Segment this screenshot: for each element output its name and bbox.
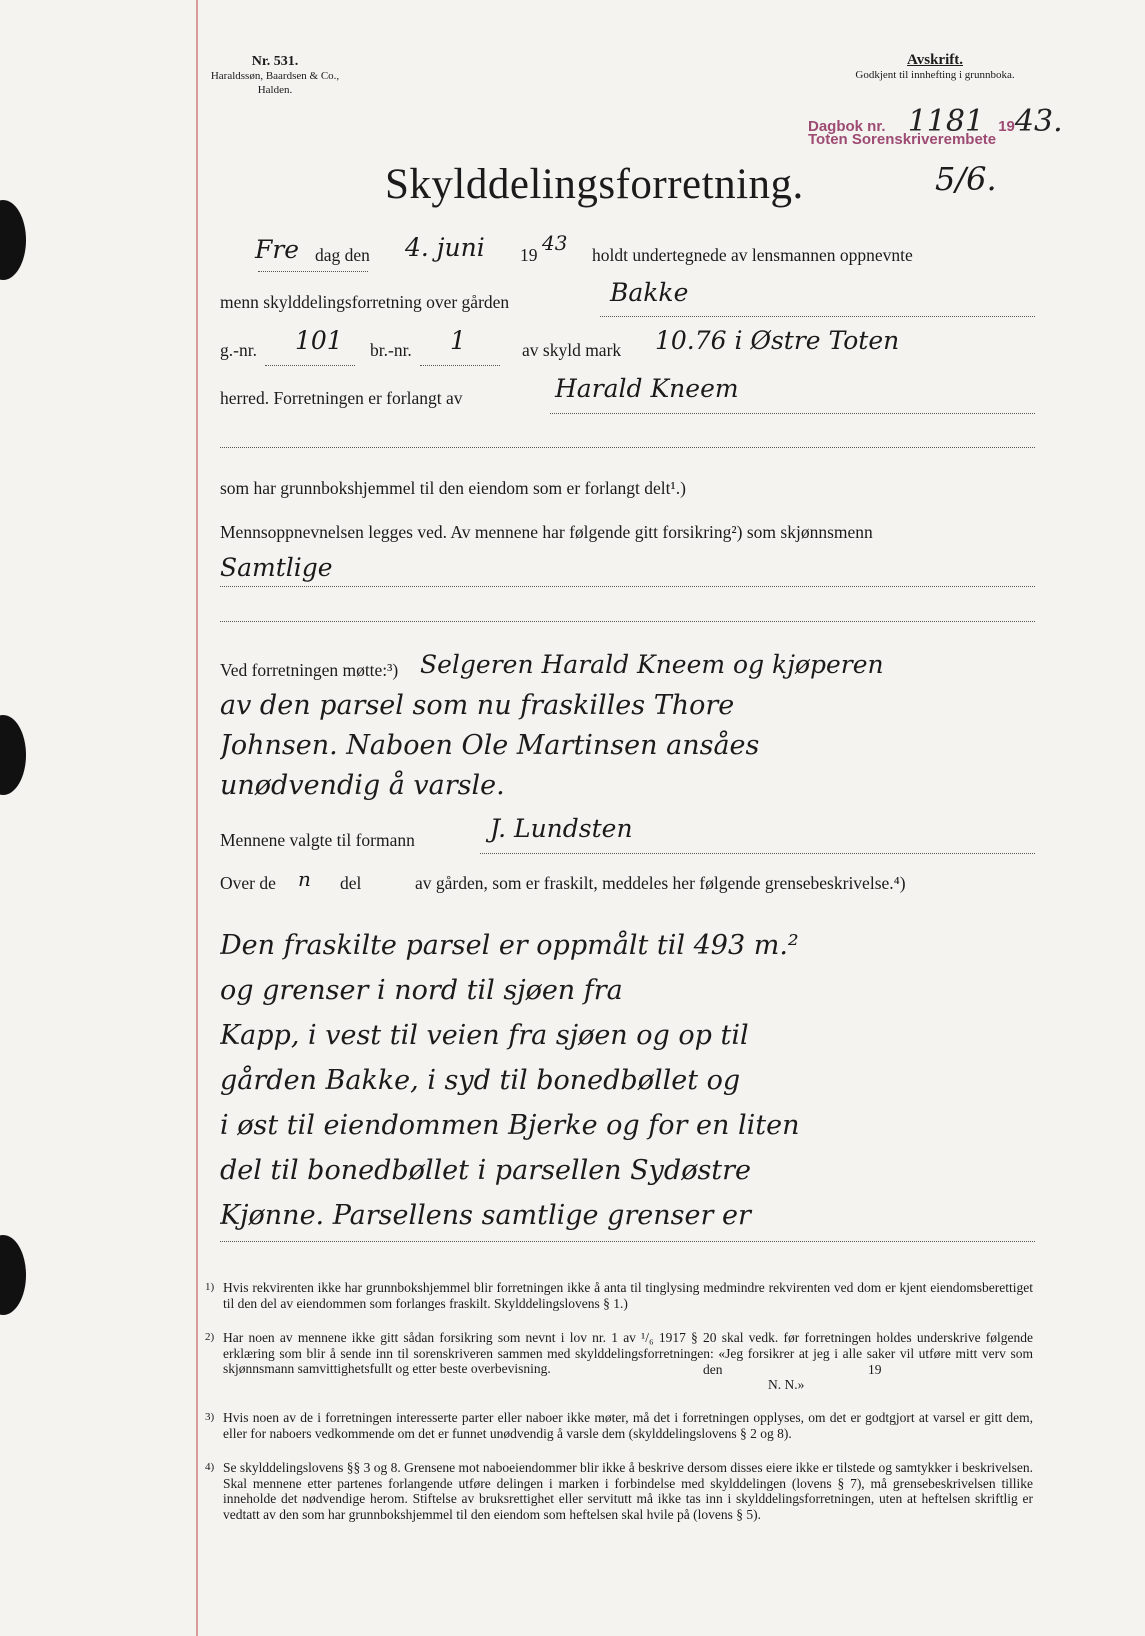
footnote-4-text: Se skylddelingslovens §§ 3 og 8. Grensene mot naboeiendommer blir ikke å beskrive dersom disses eiere ikke er tilstede og samtykker i beskrivelsen. Skal mennene etter partenes forlangende utføre delingen i marken i forbindelse med skylddelingen (lovens § 7), må grensebeskrivelsen tillike inneholde det nødvendige herom. Stiftelse av bruksrettighet eller servitutt må ikke tas inn i skylddelingsforretningen, uten at heftelsen skriftlig er vedtatt av den som har grunnbokshjemmel til den eiendom som heftelsen skal hvile på (lovens § 5).: [223, 1460, 1033, 1522]
journal-year: 43.: [1014, 104, 1063, 139]
bnr-handwritten: 1: [450, 326, 466, 355]
footnote-2-signature: N. N.»: [768, 1376, 805, 1392]
del-label: del: [340, 873, 362, 893]
bnr-label: br.-nr.: [370, 340, 412, 360]
year-prefix: 19: [520, 245, 538, 265]
assessors-handwritten: Samtlige: [220, 553, 333, 582]
footnote-2-year: 19: [868, 1361, 882, 1377]
document-title: Skylddelingsforretning.: [385, 161, 804, 208]
description-line-3: Kapp, i vest til veien fra sjøen og op til: [220, 1020, 749, 1051]
weekday-handwritten: Fre: [255, 235, 300, 264]
dag-label: dag den: [315, 245, 370, 265]
journal-stamp: [808, 104, 1063, 149]
year-handwritten: 43: [542, 231, 568, 255]
margin-rule: [196, 0, 198, 1636]
attendees-handwritten: Selgeren Harald Kneem og kjøperen: [420, 650, 884, 679]
footnote-4: [205, 1460, 1033, 1522]
skyld-label: av skyld mark: [522, 340, 622, 360]
footnote-3-text: Hvis noen av de i forretningen interesserte parter eller naboer ikke møter, må det i forretningen opplyses, om det er godtgjort at varsel er gitt dem, eller for naboers vedkommende om det er funnet unødvendig å varsle dem (skylddelingslovens § 2 og 8).: [223, 1410, 1033, 1441]
printer-line-1: Haraldssøn, Baardsen & Co.,: [210, 70, 340, 82]
journal-number: 1181: [907, 104, 985, 139]
stamp-year-prefix: 19: [998, 118, 1015, 135]
footnote-2-den: den: [703, 1361, 723, 1377]
line1-text: holdt undertegnede av lensmannen oppnevnte: [592, 245, 913, 265]
footnote-2: [205, 1330, 1033, 1392]
description-line-1: Den fraskilte parsel er oppmålt til 493 m.²: [220, 930, 799, 961]
form-line-6: Mennsoppnevnelsen legges ved. Av mennene har følgende gitt forsikring²) som skjønnsmenn: [220, 522, 873, 542]
printer-header: [200, 55, 350, 97]
stamp-label: Dagbok nr.: [808, 118, 886, 135]
description-line-5: i øst til eiendommen Bjerke og for en liten: [220, 1110, 800, 1141]
hw-line-11: unødvendig å varsle.: [220, 770, 505, 801]
hw-line-10: Johnsen. Naboen Ole Martinsen ansåes: [220, 730, 760, 761]
boundary-intro: av gården, som er fraskilt, meddeles her følgende grensebeskrivelse.⁴): [415, 873, 906, 893]
footnote-3: [205, 1410, 1033, 1441]
copy-subtitle: Godkjent til innhefting i grunnboka.: [855, 69, 1015, 81]
description-line-4: gården Bakke, i syd til bonedbøllet og: [220, 1065, 741, 1096]
footnote-4-marker: 4): [205, 1461, 215, 1473]
footnote-2-marker: 2): [205, 1331, 215, 1343]
date-handwritten: 4. juni: [405, 233, 485, 262]
over-de-label: Over de: [220, 873, 276, 893]
punch-hole-3: [0, 1235, 26, 1315]
punch-hole-1: [0, 200, 26, 280]
chairman-label: Mennene valgte til formann: [220, 830, 415, 850]
line4-text: herred. Forretningen er forlangt av: [220, 388, 463, 408]
printer-line-2: Halden.: [257, 84, 293, 96]
footnote-1-text: Hvis rekvirenten ikke har grunnbokshjemmel blir forretningen ikke å anta til tinglysing medmindre rekvirenten ved dom er kjent eiendomsberettiget til den del av eiendommen som forlanges fraskilt. Skylddelingslovens § 1.): [223, 1280, 1033, 1311]
line2-text: menn skylddelingsforretning over gården: [220, 292, 510, 312]
hw-line-9: av den parsel som nu fraskilles Thore: [220, 690, 735, 721]
requester-handwritten: Harald Kneem: [555, 374, 739, 403]
description-line-2: og grenser i nord til sjøen fra: [220, 975, 623, 1006]
farm-name-handwritten: Bakke: [610, 278, 689, 307]
chairman-handwritten: J. Lundsten: [490, 814, 633, 843]
gnr-handwritten: 101: [295, 326, 343, 355]
description-line-6: del til bonedbøllet i parsellen Sydøstre: [220, 1155, 752, 1186]
form-line-5: som har grunnbokshjemmel til den eiendom som er forlangt delt¹.): [220, 478, 686, 498]
footnote-1: [205, 1280, 1033, 1311]
form-number: Nr. 531.: [251, 54, 299, 69]
gnr-label: g.-nr.: [220, 340, 257, 360]
punch-hole-2: [0, 715, 26, 795]
footnote-3-marker: 3): [205, 1411, 215, 1423]
footnote-1-marker: 1): [205, 1281, 215, 1293]
stamp-office: Toten Sorenskriverembete: [808, 131, 997, 148]
attendees-label: Ved forretningen møtte:³): [220, 660, 399, 680]
over-de-handwritten: n: [298, 867, 311, 891]
stamp-date: 5/6.: [935, 160, 997, 198]
copy-header: [800, 52, 1070, 81]
footnote-2-text: Har noen av mennene ikke gitt sådan forsikring som nevnt i lov nr. 1 av ¹/₆ 1917 § 20 skal vedk. før forretningen holdes underskrive følgende erklæring som blir å sende inn til sorenskriveren sammen med skylddelingsforretningen: «Jeg forsikrer at jeg i alle saker vil utføre mitt verv som skjønnsmann samvittighetsfullt og etter beste overbevisning.: [223, 1330, 1033, 1376]
skyld-handwritten: 10.76 i Østre Toten: [655, 326, 900, 355]
description-line-7: Kjønne. Parsellens samtlige grenser er: [220, 1200, 751, 1231]
copy-title: Avskrift.: [907, 52, 963, 68]
